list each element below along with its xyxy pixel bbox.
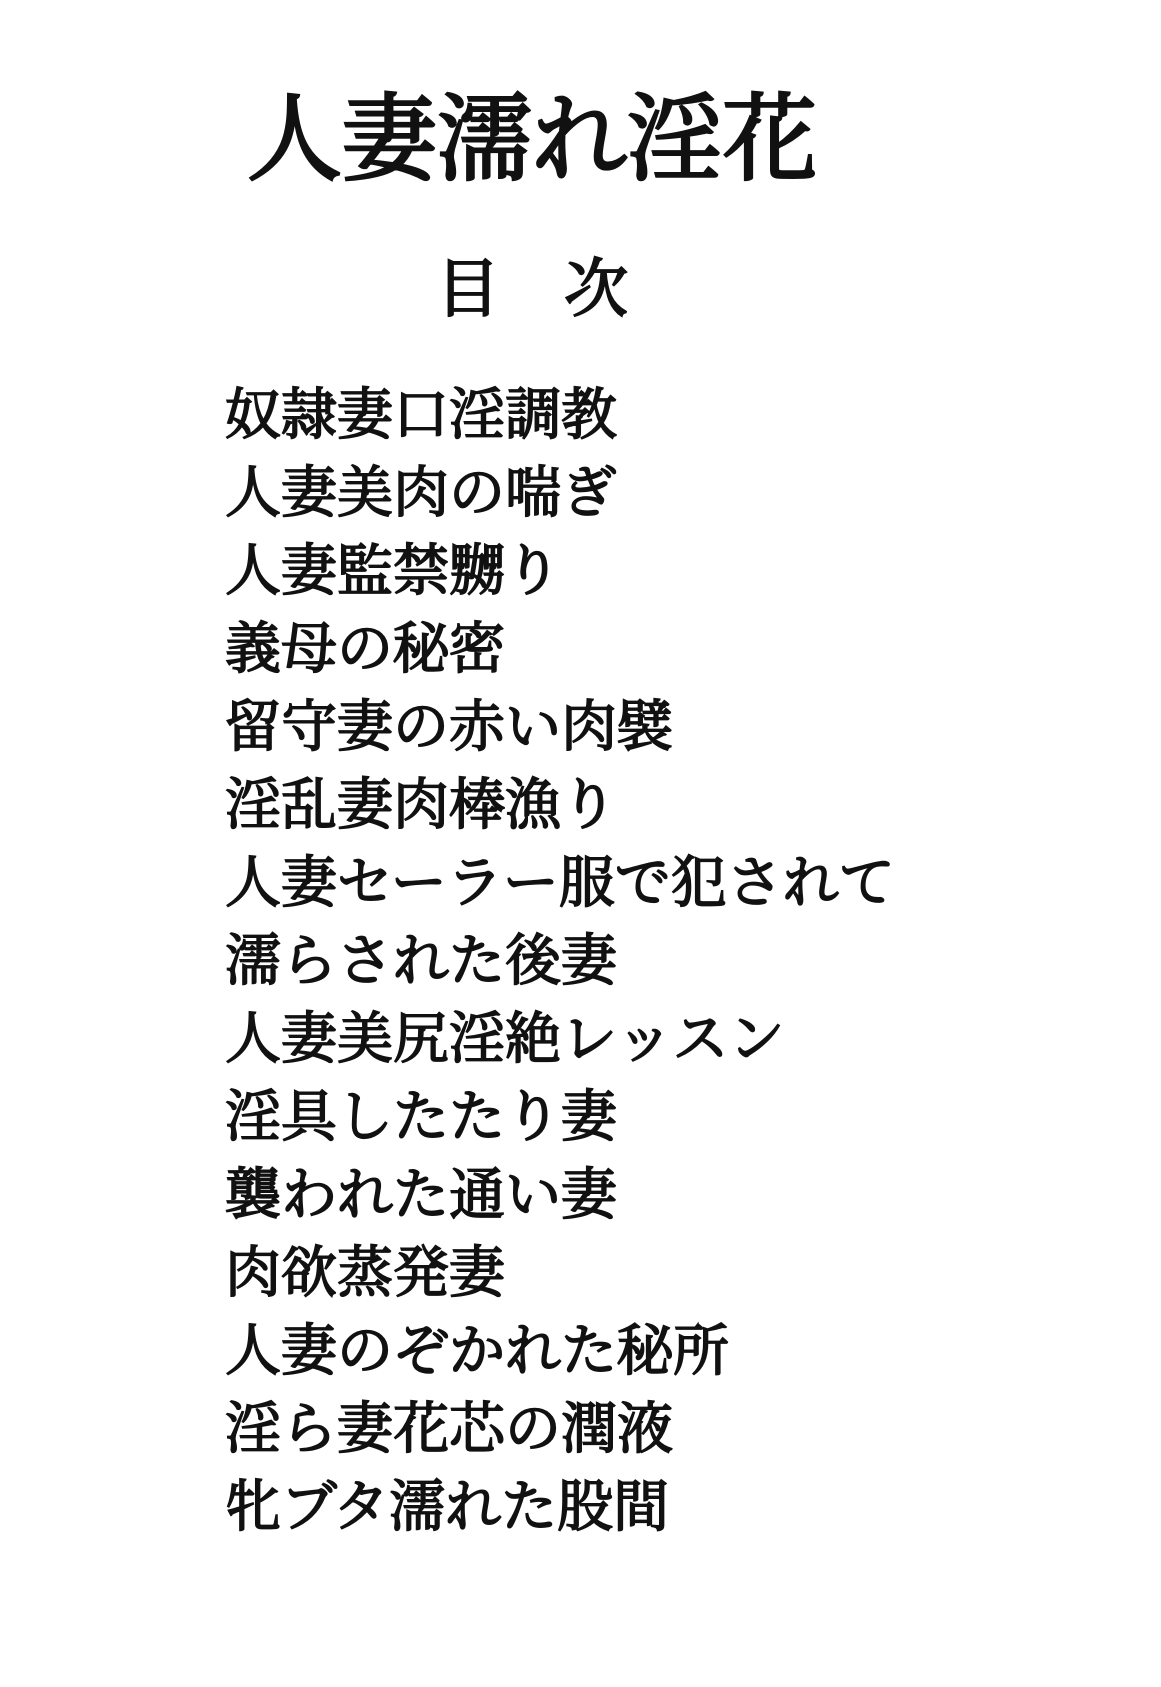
toc-item: 奴隷妻口淫調教	[225, 384, 617, 447]
toc-item: 肉欲蒸発妻	[225, 1242, 505, 1305]
toc-item: 義母の秘密	[225, 618, 505, 681]
toc-item: 人妻美尻淫絶レッスン	[225, 1008, 785, 1071]
toc-item: 襲われた通い妻	[225, 1164, 617, 1227]
toc-list	[0, 377, 1064, 1547]
toc-item: 淫ら妻花芯の潤液	[225, 1398, 673, 1461]
toc-item: 濡らされた後妻	[225, 930, 617, 993]
toc-item: 牝ブタ濡れた股間	[225, 1476, 670, 1539]
toc-item: 淫乱妻肉棒漁り	[225, 774, 617, 837]
toc-item: 人妻のぞかれた秘所	[225, 1320, 729, 1383]
toc-item: 淫具したたり妻	[225, 1086, 617, 1149]
toc-item: 人妻監禁嬲り	[225, 540, 561, 603]
toc-item: 人妻セーラー服で犯されて	[225, 852, 895, 915]
book-title: 人妻濡れ淫花	[246, 87, 817, 193]
toc-heading: 目 次	[436, 253, 628, 325]
toc-item: 留守妻の赤い肉襞	[225, 696, 673, 759]
toc-item: 人妻美肉の喘ぎ	[225, 462, 617, 525]
